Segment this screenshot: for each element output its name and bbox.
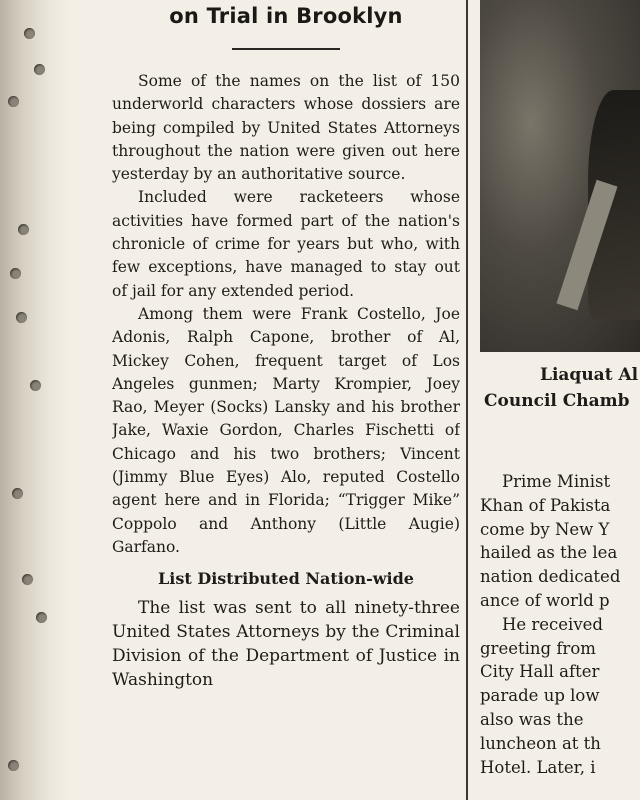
adjacent-line: luncheon at th bbox=[480, 733, 601, 753]
adjacent-article bbox=[480, 470, 640, 779]
caption-line: Council Chamb bbox=[484, 391, 630, 411]
column-rule bbox=[466, 0, 468, 800]
binding-hole bbox=[8, 760, 19, 771]
adjacent-line: nation dedicated bbox=[480, 567, 621, 587]
article-paragraph: Among them were Frank Costello, Joe Adonis, Ralph Capone, brother of Al, Mickey Cohen, frequent target of Los Angeles gunmen; Marty Krompier, Joey Rao, Meyer (Socks) Lansky and his brother Jake, Waxie Gordon, Charles Fischetti of Chicago and his two brothers; Vincent (Jimmy Blue Eyes) Alo, reputed Costello agent here and in Florida; “Trigger Mike” Coppolo and Anthony (Little Augie) Garfano. bbox=[112, 304, 460, 556]
adjacent-line: ance of world p bbox=[480, 590, 610, 610]
adjacent-line: parade up low bbox=[480, 686, 600, 706]
adjacent-line: greeting from bbox=[480, 638, 596, 658]
photo-column bbox=[474, 0, 640, 800]
adjacent-line: also was the bbox=[480, 709, 584, 729]
binding-hole bbox=[18, 224, 29, 235]
adjacent-line: hailed as the lea bbox=[480, 543, 618, 563]
binding-hole bbox=[8, 96, 19, 107]
binding-hole bbox=[34, 64, 45, 75]
article-subhead: List Distributed Nation-wide bbox=[158, 569, 414, 589]
article-paragraph: Included were racketeers whose activities have formed part of the nation's chronicle of crime for years but who, with few exceptions, have managed to stay out of jail for any extended period. bbox=[112, 188, 460, 300]
caption-line: Liaquat Al bbox=[540, 365, 639, 385]
photo-caption bbox=[484, 362, 640, 414]
article-paragraph: The list was sent to all ninety-three United States Attorneys by the Criminal Division of the Department of Justice in Washington bbox=[112, 598, 460, 691]
adjacent-line: Khan of Pakista bbox=[480, 495, 611, 515]
article-headline: on Trial in Brooklyn bbox=[169, 4, 403, 28]
adjacent-line: City Hall after bbox=[480, 662, 600, 682]
article-paragraph: Some of the names on the list of 150 underworld characters whose dossiers are being compiled by United States Attorneys throughout the nation were given out here yesterday by an authoritative source. bbox=[112, 72, 460, 184]
binding-margin bbox=[0, 0, 70, 800]
article-body bbox=[112, 70, 460, 692]
binding-hole bbox=[36, 612, 47, 623]
portrait-photo bbox=[480, 0, 640, 352]
adjacent-line: come by New Y bbox=[480, 519, 610, 539]
binding-hole bbox=[22, 574, 33, 585]
binding-hole bbox=[30, 380, 41, 391]
article-column bbox=[112, 0, 460, 800]
headline-rule bbox=[232, 48, 340, 50]
adjacent-line: He received bbox=[502, 614, 603, 634]
adjacent-line: Hotel. Later, i bbox=[480, 757, 596, 777]
binding-hole bbox=[16, 312, 27, 323]
binding-hole bbox=[24, 28, 35, 39]
adjacent-line: Prime Minist bbox=[502, 472, 611, 491]
binding-hole bbox=[12, 488, 23, 499]
binding-hole bbox=[10, 268, 21, 279]
